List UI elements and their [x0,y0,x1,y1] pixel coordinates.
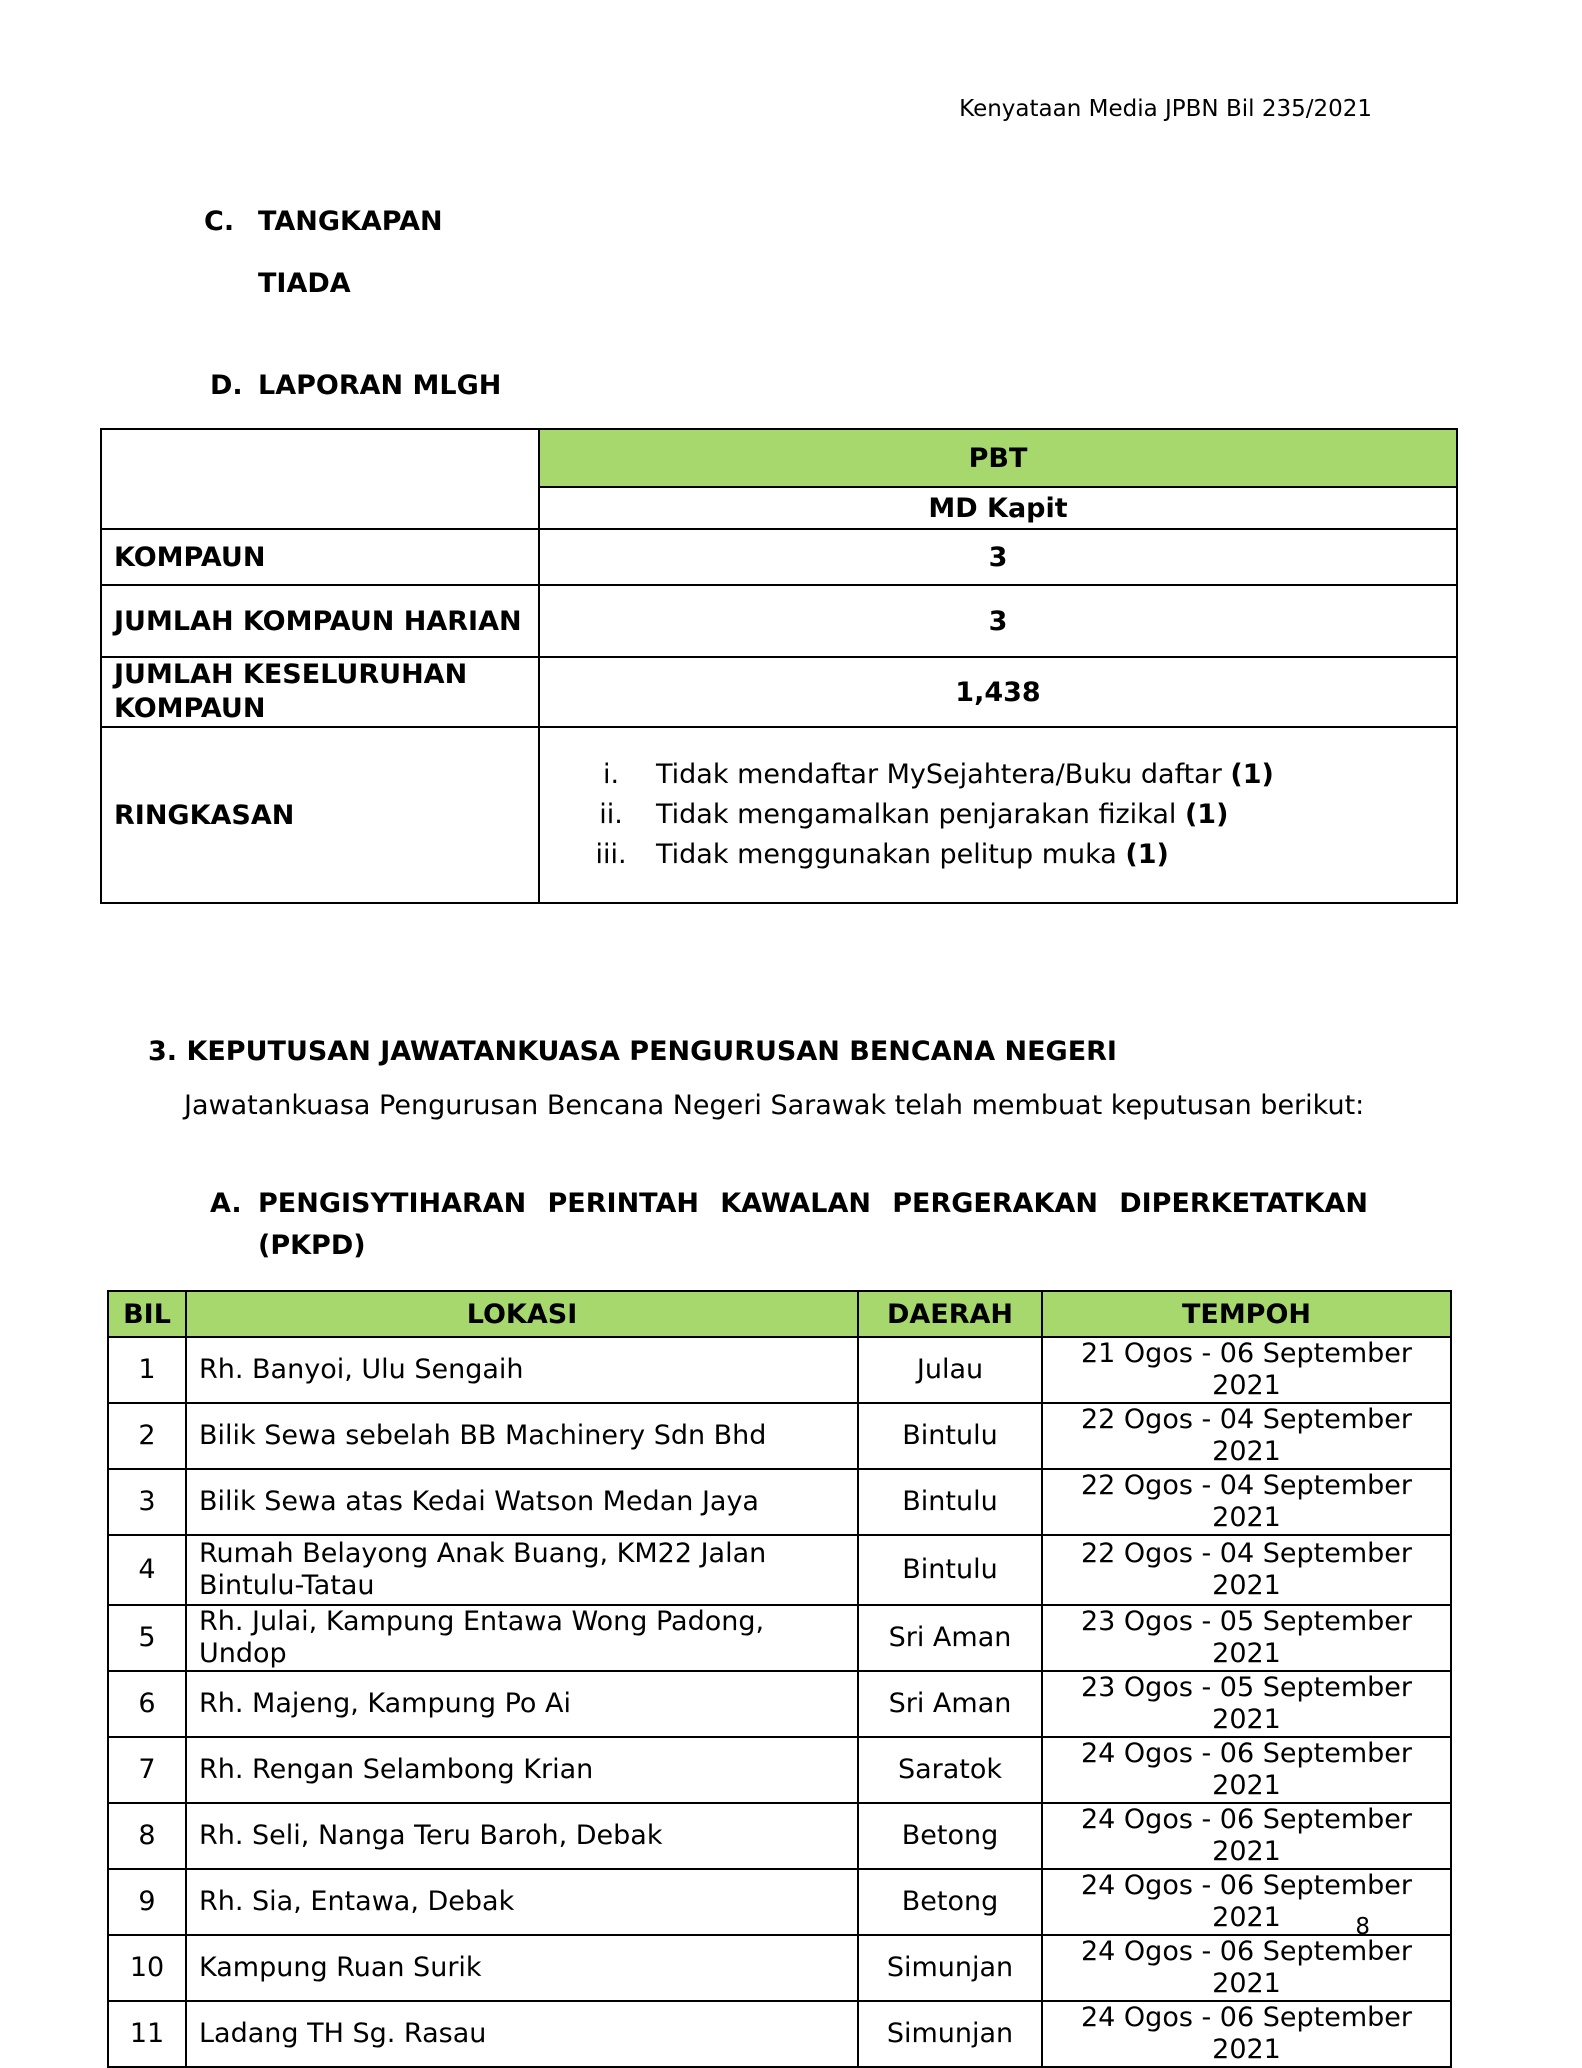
column-header-bil: BIL [108,1291,186,1337]
cell-lokasi: Ladang TH Sg. Rasau [186,2001,858,2067]
cell-lokasi: Kampung Ruan Surik [186,1935,858,2001]
cell-bil: 3 [108,1469,186,1535]
table-row [108,1803,1451,1869]
ringkasan-list [540,755,1456,875]
mlgh-report-table [100,428,1458,904]
list-item [566,795,1456,835]
cell-lokasi: Rh. Majeng, Kampung Po Ai [186,1671,858,1737]
cell-daerah: Bintulu [858,1469,1042,1535]
list-item-number: i. [602,759,620,790]
section-c-letter: C. [204,206,235,237]
cell-daerah: Saratok [858,1737,1042,1803]
cell-bil: 10 [108,1935,186,2001]
cell-daerah: Simunjan [858,1935,1042,2001]
harian-label: JUMLAH KOMPAUN HARIAN [101,585,539,657]
cell-daerah: Betong [858,1803,1042,1869]
table-row [108,1535,1451,1605]
table-row [108,1469,1451,1535]
table-row [108,1737,1451,1803]
cell-tempoh: 22 Ogos - 04 September 2021 [1042,1469,1451,1535]
cell-daerah: Julau [858,1337,1042,1403]
table-row [108,1605,1451,1671]
section-a-title-line2: (PKPD) [258,1230,366,1261]
table-row [101,727,1457,903]
table-header-row [108,1291,1451,1337]
keseluruhan-value: 1,438 [539,657,1457,727]
ringkasan-label: RINGKASAN [101,727,539,903]
cell-lokasi: Rh. Seli, Nanga Teru Baroh, Debak [186,1803,858,1869]
pbt-name: MD Kapit [539,487,1457,529]
cell-lokasi: Bilik Sewa sebelah BB Machinery Sdn Bhd [186,1403,858,1469]
cell-lokasi: Rumah Belayong Anak Buang, KM22 Jalan Bintulu-Tatau [186,1535,858,1605]
keseluruhan-label-line1: JUMLAH KESELURUHAN [114,659,468,690]
table-row [108,1403,1451,1469]
cell-bil: 6 [108,1671,186,1737]
document-reference: Kenyataan Media JPBN Bil 235/2021 [959,96,1372,122]
cell-bil: 4 [108,1535,186,1605]
kompaun-label: KOMPAUN [101,529,539,585]
kompaun-value: 3 [539,529,1457,585]
cell-daerah: Betong [858,1869,1042,1935]
list-item-text: Tidak mendaftar MySejahtera/Buku daftar (1) [656,759,1274,790]
keseluruhan-label-line2: KOMPAUN [114,693,266,724]
cell-bil: 7 [108,1737,186,1803]
section-3-title: 3. KEPUTUSAN JAWATANKUASA PENGURUSAN BENCANA NEGERI [148,1036,1117,1067]
cell-bil: 8 [108,1803,186,1869]
cell-lokasi: Rh. Julai, Kampung Entawa Wong Padong, Undop [186,1605,858,1671]
table-corner-cell [101,429,539,529]
pbt-header: PBT [539,429,1457,487]
cell-lokasi: Rh. Banyoi, Ulu Sengaih [186,1337,858,1403]
cell-tempoh: 22 Ogos - 04 September 2021 [1042,1535,1451,1605]
cell-bil: 5 [108,1605,186,1671]
section-c-body: TIADA [258,268,351,299]
section-c-title: TANGKAPAN [258,206,443,237]
table-row [108,1671,1451,1737]
list-item [566,755,1456,795]
table-row [108,1337,1451,1403]
keseluruhan-label [101,657,539,727]
cell-tempoh: 24 Ogos - 06 September 2021 [1042,1803,1451,1869]
table-row [101,529,1457,585]
cell-tempoh: 24 Ogos - 06 September 2021 [1042,1935,1451,2001]
cell-daerah: Bintulu [858,1403,1042,1469]
list-item-number: ii. [599,799,623,830]
list-item-text: Tidak mengamalkan penjarakan fizikal (1) [656,799,1229,830]
cell-daerah: Sri Aman [858,1671,1042,1737]
section-3-intro: Jawatankuasa Pengurusan Bencana Negeri Sarawak telah membuat keputusan berikut: [184,1090,1365,1121]
column-header-tempoh: TEMPOH [1042,1291,1451,1337]
cell-lokasi: Rh. Sia, Entawa, Debak [186,1869,858,1935]
list-item-number: iii. [595,839,627,870]
cell-daerah: Simunjan [858,2001,1042,2067]
cell-tempoh: 24 Ogos - 06 September 2021 [1042,1737,1451,1803]
cell-tempoh: 23 Ogos - 05 September 2021 [1042,1671,1451,1737]
cell-tempoh: 23 Ogos - 05 September 2021 [1042,1605,1451,1671]
cell-tempoh: 24 Ogos - 06 September 2021 [1042,2001,1451,2067]
cell-tempoh: 22 Ogos - 04 September 2021 [1042,1403,1451,1469]
cell-lokasi: Rh. Rengan Selambong Krian [186,1737,858,1803]
list-item [566,835,1456,875]
cell-tempoh: 21 Ogos - 06 September 2021 [1042,1337,1451,1403]
cell-bil: 9 [108,1869,186,1935]
cell-bil: 11 [108,2001,186,2067]
pkpd-table-body [108,1337,1451,2067]
section-a-title-line1: PENGISYTIHARAN PERINTAH KAWALAN PERGERAKAN DIPERKETATKAN [258,1188,1368,1219]
page-number: 8 [1355,1914,1370,1940]
cell-daerah: Sri Aman [858,1605,1042,1671]
table-row [101,657,1457,727]
cell-tempoh: 24 Ogos - 06 September 2021 [1042,1869,1451,1935]
table-row [108,1935,1451,2001]
column-header-lokasi: LOKASI [186,1291,858,1337]
section-d-title: LAPORAN MLGH [258,370,502,401]
cell-bil: 1 [108,1337,186,1403]
section-a-letter: A. [210,1188,242,1219]
ringkasan-list-cell [539,727,1457,903]
table-row [101,585,1457,657]
section-d-letter: D. [210,370,243,401]
table-row [108,1869,1451,1935]
cell-lokasi: Bilik Sewa atas Kedai Watson Medan Jaya [186,1469,858,1535]
column-header-daerah: DAERAH [858,1291,1042,1337]
cell-bil: 2 [108,1403,186,1469]
pkpd-table [107,1290,1452,2068]
list-item-text: Tidak menggunakan pelitup muka (1) [656,839,1169,870]
table-row [108,2001,1451,2067]
cell-daerah: Bintulu [858,1535,1042,1605]
harian-value: 3 [539,585,1457,657]
